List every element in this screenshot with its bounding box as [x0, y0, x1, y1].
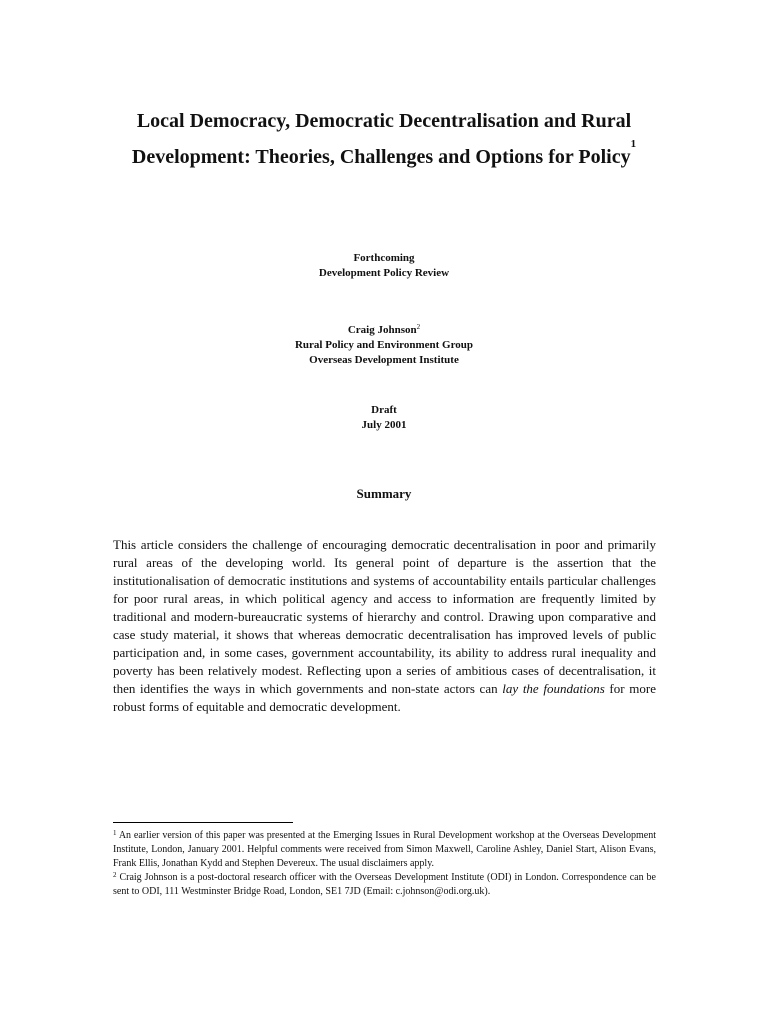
footnote-1-text: An earlier version of this paper was presented at the Emerging Issues in Rural Development workshop at the Overseas Development Institute, London, January 2001. Helpful comments were received from Simon Maxwell, Caroline Ashley, Daniel Start, Alison Evans, Frank Ellis, Jonathan Kydd and Stephen Devereux. The usual disclaimers apply. [113, 830, 656, 869]
draft-date: July 2001 [361, 419, 407, 431]
summary-text-end: for more robust forms of equitable and democratic development. [113, 681, 656, 714]
author-name-line [0, 323, 768, 338]
author-footnote-marker[interactable]: 2 [416, 323, 421, 331]
footnotes [113, 829, 656, 899]
title-line-2-text: Development: Theories, Challenges and Options for Policy [131, 146, 631, 168]
author-group: Rural Policy and Environment Group [294, 339, 474, 351]
paper-title [0, 103, 768, 175]
summary-heading: Summary [356, 486, 412, 501]
footnote-1-marker: 1 [113, 829, 117, 837]
publication-status: Forthcoming [353, 252, 415, 264]
author-institute: Overseas Development Institute [309, 354, 459, 366]
summary-text-main: This article considers the challenge of encouraging democratic decentralisation in poor and primarily rural areas of the developing world. Its general point of departure is the assertion that the institutionalisation of democratic institutions and systems of accountability entails particular challenges for poor rural areas, in which political agency and access to information are frequently limited by traditional and modern-bureaucratic systems of hierarchy and control. Drawing upon comparative and case study material, it shows that whereas democratic decentralisation has improved levels of public participation and, in some cases, government accountability, its ability to address rural inequality and poverty has been relatively modest. Reflecting upon a series of ambitious cases of decentralisation, it then identifies the ways in which governments and non-state actors can [113, 537, 656, 696]
summary-emphasis: lay the foundations [502, 681, 605, 696]
title-line-2 [0, 139, 768, 175]
title-line-1: Local Democracy, Democratic Decentralisation and Rural [136, 110, 632, 132]
author-info [0, 323, 768, 368]
footnote-2-marker: 2 [113, 871, 117, 879]
summary-paragraph [113, 536, 656, 716]
publication-info [0, 251, 768, 281]
footnote-2 [113, 871, 656, 899]
footnote-divider [113, 822, 293, 823]
publication-journal: Development Policy Review [318, 267, 450, 279]
draft-info [0, 403, 768, 433]
author-name: Craig Johnson [347, 324, 417, 336]
draft-label: Draft [371, 404, 397, 416]
footnote-1 [113, 829, 656, 871]
title-footnote-marker[interactable]: 1 [630, 138, 637, 150]
footnote-2-text: Craig Johnson is a post-doctoral research officer with the Overseas Development Institute (ODI) in London. Correspondence can be sent to ODI, 111 Westminster Bridge Road, London, SE1 7JD (Email: c.johnson@odi.org.uk). [113, 872, 656, 897]
